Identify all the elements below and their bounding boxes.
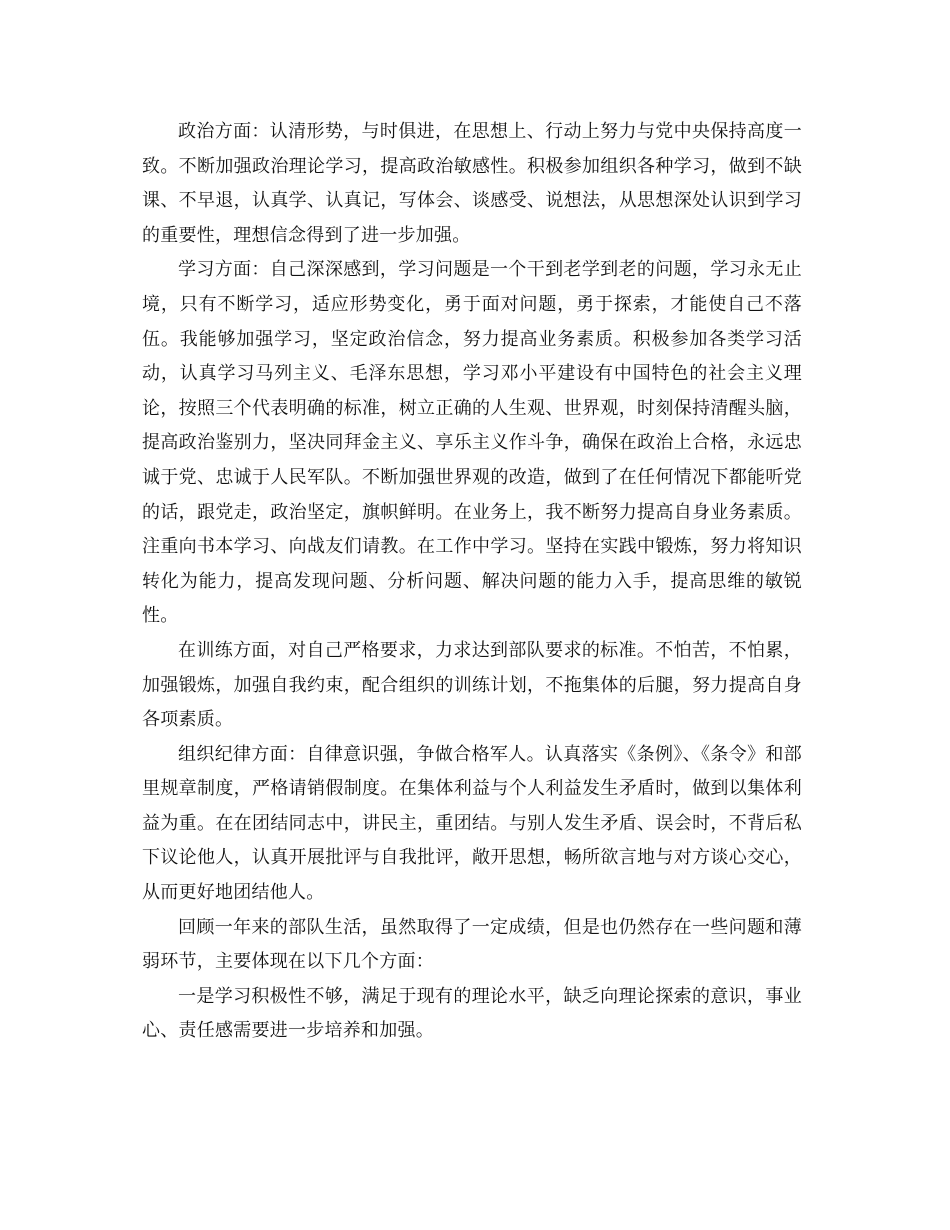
document-body <box>142 115 802 1049</box>
paragraph-politics: 政治方面：认清形势，与时俱进，在思想上、行动上努力与党中央保持高度一致。不断加强政治理论学习，提高政治敏感性。积极参加组织各种学习，做到不缺课、不早退，认真学、认真记，写体会、谈感受、说想法，从思想深处认识到学习的重要性，理想信念得到了进一步加强。 <box>142 121 802 246</box>
paragraph-study: 学习方面：自己深深感到，学习问题是一个干到老学到老的问题，学习永无止境，只有不断学习，适应形势变化，勇于面对问题，勇于探索，才能使自己不落伍。我能够加强学习，坚定政治信念，努力提高业务素质。积极参加各类学习活动，认真学习马列主义、毛泽东思想，学习邓小平建设有中国特色的社会主义理论，按照三个代表明确的标准，树立正确的人生观、世界观，时刻保持清醒头脑，提高政治鉴别力，坚决同拜金主义、享乐主义作斗争，确保在政治上合格，永远忠诚于党、忠诚于人民军队。不断加强世界观的改造，做到了在任何情况下都能听党的话，跟党走，政治坚定，旗帜鲜明。在业务上，我不断努力提高自身业务素质。注重向书本学习、向战友们请教。在工作中学习。坚持在实践中锻炼，努力将知识转化为能力，提高发现问题、分析问题、解决问题的能力入手，提高思维的敏锐性。 <box>142 259 802 627</box>
paragraph-training: 在训练方面，对自己严格要求，力求达到部队要求的标准。不怕苦，不怕累，加强锻炼，加强自我约束，配合组织的训练计划，不拖集体的后腿，努力提高自身各项素质。 <box>142 639 802 731</box>
paragraph-review: 回顾一年来的部队生活，虽然取得了一定成绩，但是也仍然存在一些问题和薄弱环节，主要体现在以下几个方面： <box>142 916 802 973</box>
paragraph-issue-one: 一是学习积极性不够，满足于现有的理论水平，缺乏向理论探索的意识，事业心、责任感需要进一步培养和加强。 <box>142 985 802 1042</box>
paragraph-discipline: 组织纪律方面：自律意识强，争做合格军人。认真落实《条例》、《条令》和部里规章制度，严格请销假制度。在集体利益与个人利益发生矛盾时，做到以集体利益为重。在在团结同志中，讲民主，重团结。与别人发生矛盾、误会时，不背后私下议论他人，认真开展批评与自我批评，敞开思想，畅所欲言地与对方谈心交心，从而更好地团结他人。 <box>142 743 802 904</box>
